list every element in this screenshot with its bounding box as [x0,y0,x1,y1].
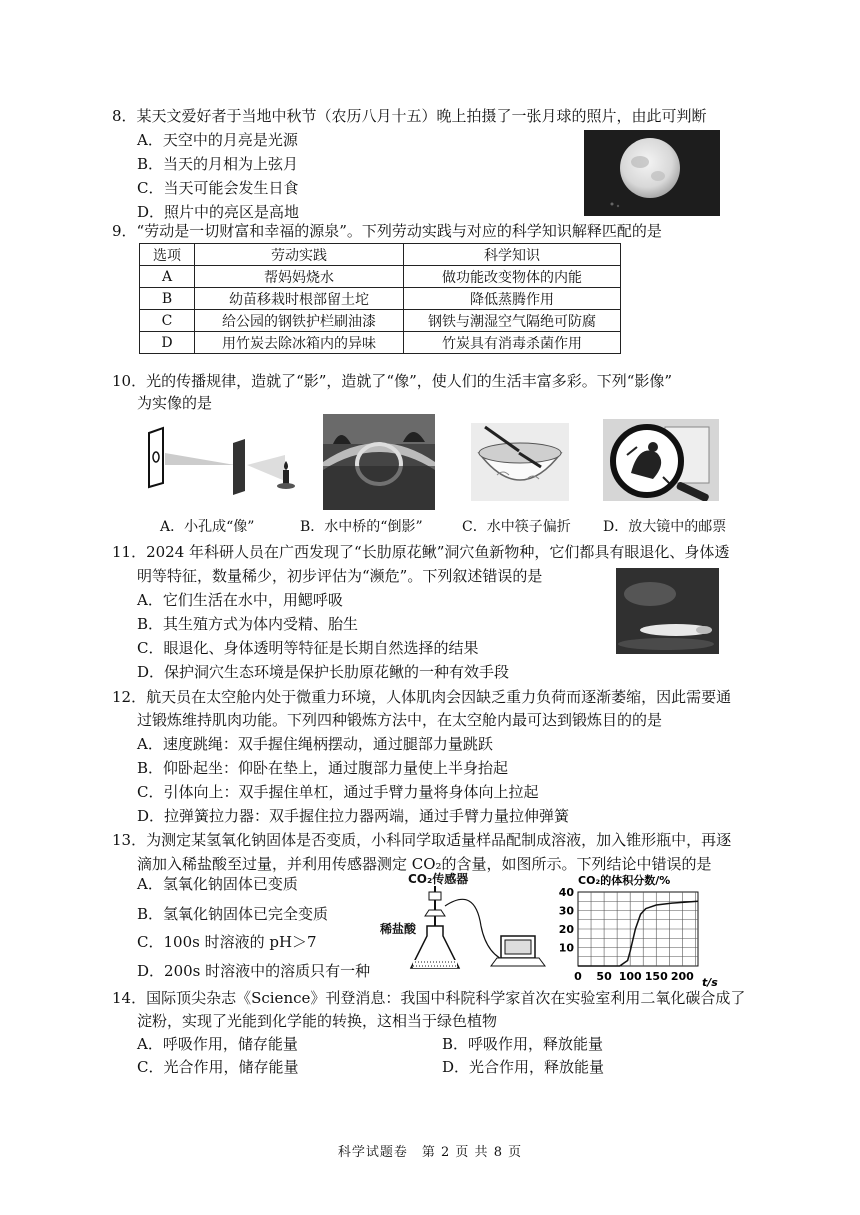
page-footer: 科学试题卷 第 2 页 共 8 页 [337,1145,523,1160]
q11-stem-1: 11．2024 年科研人员在广西发现了“长肋原花鳅”洞穴鱼新物种，它们都具有眼退化、身体透 [112,543,730,561]
q14-stem-1: 14．国际顶尖杂志《Science》刊登消息：我国中科院科学家首次在实验室利用二氧化碳合成了 [112,989,746,1007]
row-a-practice: 帮妈妈烧水 [195,266,404,288]
row-d-knowledge: 竹炭具有消毒杀菌作用 [404,332,621,354]
q14-option-c[interactable]: C．光合作用，储存能量 [137,1058,299,1076]
q11-option-c[interactable]: C．眼退化、身体透明等特征是长期自然选择的结果 [137,639,479,657]
row-b-knowledge: 降低蒸腾作用 [404,288,621,310]
row-c-practice: 给公园的钢铁护栏刷油漆 [195,310,404,332]
q13-option-b[interactable]: B．氢氧化钠固体已完全变质 [137,905,329,923]
table-row [140,332,621,354]
q12-stem-1: 12．航天员在太空舱内处于微重力环境，人体肌肉会因缺乏重力负荷而逐渐萎缩，因此需要通 [112,688,732,706]
chart-y-tick: 20 [558,923,574,936]
pinhole-diagram [145,425,315,500]
chart-title: CO₂的体积分数/% [578,874,671,887]
apparatus-diagram [405,886,555,976]
q14-option-d[interactable]: D．光合作用，释放能量 [442,1058,605,1076]
q8-option-b[interactable]: B．当天的月相为上弦月 [137,155,299,173]
row-a-label: A [140,266,195,288]
q11-option-a[interactable]: A．它们生活在水中，用鳃呼吸 [137,591,343,609]
table-header-option: 选项 [140,244,195,266]
q10-option-b[interactable]: B．水中桥的“倒影” [300,519,423,535]
q13-option-c[interactable]: C．100s 时溶液的 pH＞7 [137,933,317,951]
sensor-label: CO₂传感器 [408,872,469,886]
q13-option-a[interactable]: A．氢氧化钠固体已变质 [137,875,298,893]
q12-option-b[interactable]: B．仰卧起坐：仰卧在垫上，通过腹部力量使上半身抬起 [137,759,509,777]
q12-stem-2: 过锻炼维持肌肉功能。下列四种锻炼方法中，在太空舱内最可达到锻炼目的的是 [137,711,663,729]
chart-x-tick: 200 [670,970,694,983]
q11-option-d[interactable]: D．保护洞穴生态环境是保护长肋原花鳅的一种有效手段 [137,663,510,681]
q13-option-d[interactable]: D．200s 时溶液中的溶质只有一种 [137,962,371,980]
moon-photo [584,130,720,216]
chart-y-tick: 30 [558,904,574,918]
q10-stem-1: 10．光的传播规律，造就了“影”，造就了“像”，使人们的生活丰富多彩。下列“影像” [112,372,673,390]
q10-option-c[interactable]: C．水中筷子偏折 [462,519,571,535]
table-header-knowledge: 科学知识 [404,244,621,266]
acid-label: 稀盐酸 [380,922,417,936]
q9-stem: 9．“劳动是一切财富和幸福的源泉”。下列劳动实践与对应的科学知识解释匹配的是 [112,222,662,240]
table-row [140,288,621,310]
chart-series-line [578,901,698,966]
q12-option-a[interactable]: A．速度跳绳：双手握住绳柄摆动，通过腿部力量跳跃 [137,735,493,753]
cave-fish-photo [616,568,719,654]
row-b-practice: 幼苗移栽时根部留土坨 [195,288,404,310]
q8-option-c[interactable]: C．当天可能会发生日食 [137,179,299,197]
row-c-label: C [140,310,195,332]
row-d-practice: 用竹炭去除冰箱内的异味 [195,332,404,354]
q8-option-a[interactable]: A．天空中的月亮是光源 [137,131,298,149]
bridge-reflection-photo [323,414,435,510]
q14-stem-2: 淀粉，实现了光能到化学能的转换，这相当于绿色植物 [137,1012,498,1030]
chart-x-tick: 50 [596,970,612,983]
q14-option-a[interactable]: A．呼吸作用，储存能量 [137,1035,298,1053]
q10-option-a[interactable]: A．小孔成“像” [160,519,255,535]
q13-stem-2: 滴加入稀盐酸至过量，并利用传感器测定 CO₂的含量，如图所示。下列结论中错误的是 [137,855,712,873]
chopsticks-bowl-photo [471,423,569,501]
q11-stem-2: 明等特征，数量稀少，初步评估为“濒危”。下列叙述错误的是 [137,567,543,585]
chart-x-tick: 0 [574,970,582,983]
q12-option-d[interactable]: D．拉弹簧拉力器：双手握住拉力器两端，通过手臂力量拉伸弹簧 [137,807,570,825]
q8-option-d[interactable]: D．照片中的亮区是高地 [137,203,300,221]
chart-y-tick: 10 [558,941,574,955]
q13-stem-1: 13．为测定某氢氧化钠固体是否变质，小科同学取适量样品配制成溶液，加入锥形瓶中，再逐 [112,831,732,849]
chart-y-tick: 40 [558,886,574,899]
q10-stem-2: 为实像的是 [137,394,213,412]
magnifier-stamp-photo [603,419,719,501]
table-header-practice: 劳动实践 [195,244,404,266]
chart-x-tick: 150 [644,970,668,983]
q10-option-d[interactable]: D．放大镜中的邮票 [603,519,727,535]
q14-option-b[interactable]: B．呼吸作用，释放能量 [442,1035,604,1053]
table-row [140,310,621,332]
q11-option-b[interactable]: B．其生殖方式为体内受精、胎生 [137,615,359,633]
row-b-label: B [140,288,195,310]
row-a-knowledge: 做功能改变物体的内能 [404,266,621,288]
table-row [140,266,621,288]
chart-xlabel: t/s [702,976,718,989]
q12-option-c[interactable]: C．引体向上：双手握住单杠，通过手臂力量将身体向上拉起 [137,783,539,801]
row-c-knowledge: 钢铁与潮湿空气隔绝可防腐 [404,310,621,332]
row-d-label: D [140,332,195,354]
chart-x-tick: 100 [618,970,642,983]
co2-chart [548,868,720,990]
q9-table [139,243,621,354]
q8-stem: 8．某天文爱好者于当地中秋节（农历八月十五）晚上拍摄了一张月球的照片，由此可判断 [112,107,707,125]
